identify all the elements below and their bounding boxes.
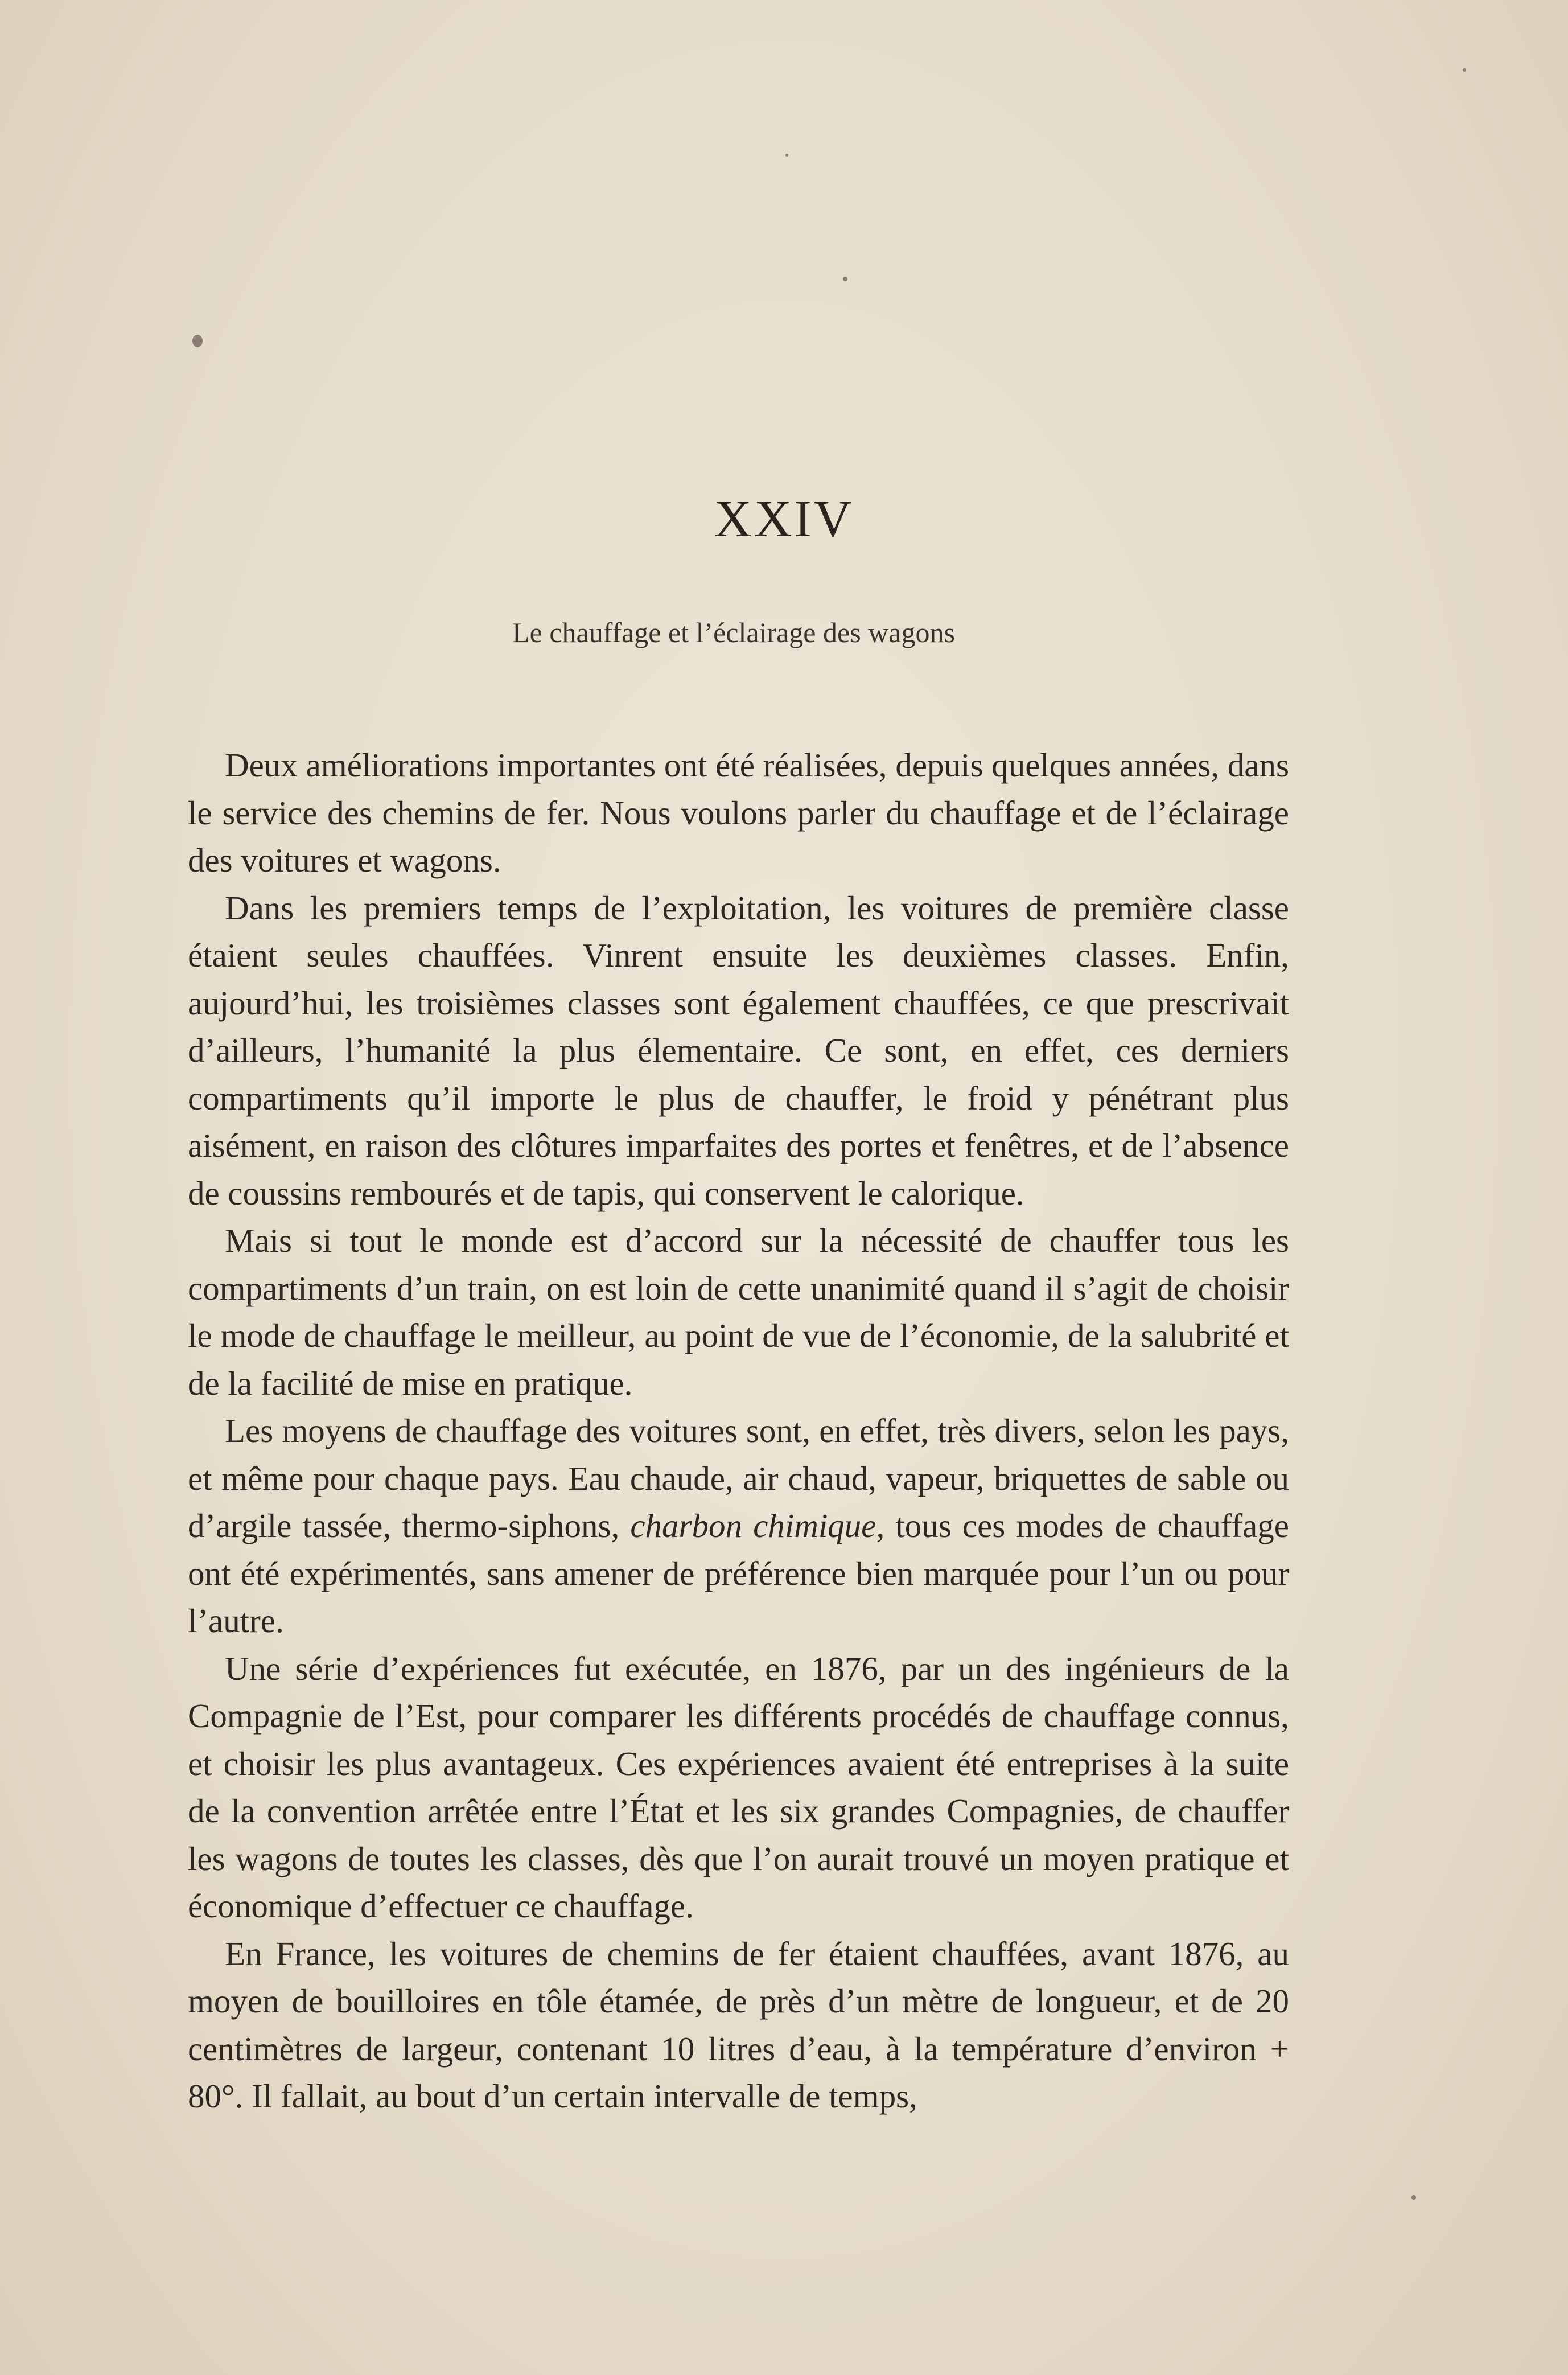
paragraph: Une série d’expériences fut exécutée, en 1876, par un des ingénieurs de la Compagnie de l’Est, pour comparer les différents procédés de chauffage connus, et choisir les plus avantageux. Ces expériences avaient été entreprises à la suite de la convention arrêtée entre l’État et les six grandes Compagnies, de chauffer les wagons de toutes les classes, dès que l’on aurait trouvé un moyen pratique et économique d’effectuer ce chauffage.: [188, 1649, 1289, 1925]
paper-speck: [192, 335, 203, 347]
paragraph: Mais si tout le monde est d’accord sur la nécessité de chauffer tous les compartiments d’un train, on est loin de cette unanimité quand il s’agit de choisir le mode de chauffage le meilleur, au point de vue de l’économie, de la salubrité et de la facilité de mise en pratique.: [188, 1222, 1289, 1402]
paragraph: [188, 1407, 1289, 1645]
paper-speck: [1463, 68, 1466, 72]
paragraph: En France, les voitures de chemins de fer étaient chauffées, avant 1876, au moyen de bouilloires en tôle étamée, de près d’un mètre de longueur, et de 20 centimètres de largeur, contenant 10 litres d’eau, à la température d’environ + 80°. Il fallait, au bout d’un certain intervalle de temps,: [188, 1934, 1289, 2115]
italic-term: charbon chimique: [630, 1507, 876, 1544]
paper-speck: [785, 154, 788, 157]
body-text: [188, 742, 1289, 2121]
paragraph: Dans les premiers temps de l’exploitation, les voitures de première classe étaient seules chauffées. Vinrent ensuite les deuxièmes classes. Enfin, aujourd’hui, les troisièmes classes sont également chauffées, ce que prescrivait d’ailleurs, l’humanité la plus élementaire. Ce sont, en effet, ces derniers compartiments qu’il importe le plus de chauffer, le froid y pénétrant plus aisément, en raison des clôtures imparfaites des portes et fenêtres, et de l’absence de coussins rembourés et de tapis, qui conservent le calorique.: [188, 889, 1289, 1212]
paragraph: Deux améliorations importantes ont été réalisées, depuis quelques années, dans le service des chemins de fer. Nous voulons parler du chauffage et de l’éclairage des voitures et wagons.: [188, 746, 1289, 879]
paper-speck: [843, 277, 847, 281]
paper-speck: [1411, 2195, 1416, 2200]
paragraph-text: , tous ces modes de chauffage ont été expérimentés, sans amener de préférence bien marquée pour l’un ou pour l’autre.: [188, 1507, 1289, 1640]
paragraph-text: Les moyens de chauffage des voitures sont, en effet, très divers, selon les pays, et même pour chaque pays. Eau chaude, air chaud, vapeur, briquettes de sable ou d’argile tassée, thermo-siphons,: [188, 1412, 1289, 1544]
chapter-number: XXIV: [714, 490, 854, 548]
chapter-title: Le chauffage et l’éclairage des wagons: [512, 617, 955, 648]
